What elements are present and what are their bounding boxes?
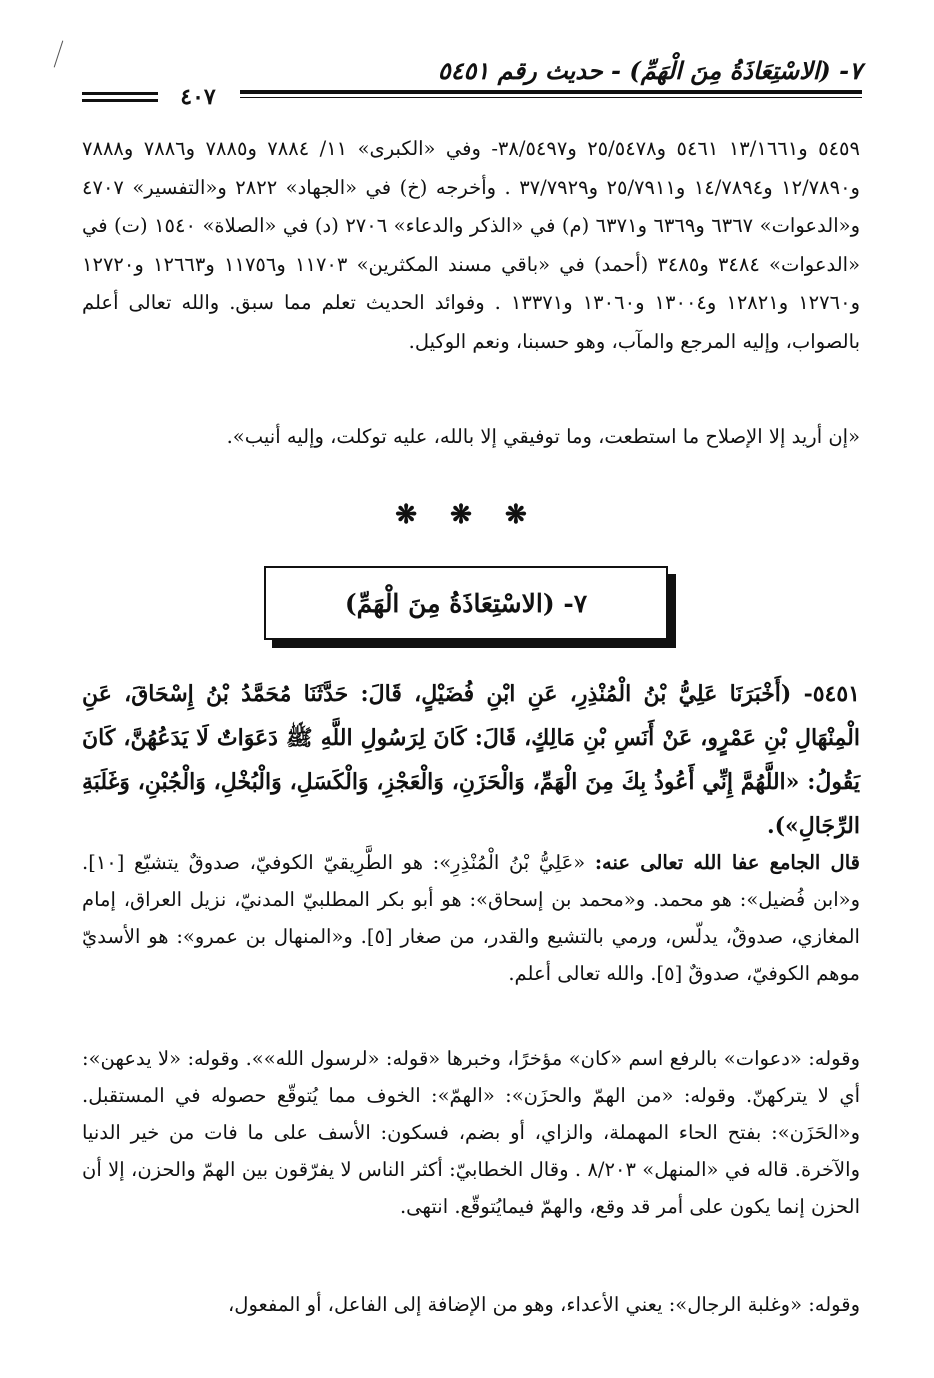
running-header [82, 56, 862, 112]
header-rule-thin [240, 97, 862, 98]
commentary-body: «عَلِيُّ بْنُ الْمُنْذِرِ»: هو الطَّرِيقيّ الكوفيّ، صدوقٌ يتشيّع [١٠]. و«ابن فُضيل»: هو محمد. و«محمد بن إسحاق»: هو أبو بكر المطلبيّ المدنيّ، نزيل العراق، إمام المغازي، صدوقٌ، يدلّس، ورمي بالتشيع والقدر، من صغار [٥]. و«المنهال بن عمرو»: هو الأسديّ موهم الكوفيّ، صدوقٌ [٥]. والله تعالى أعلم. [82, 851, 860, 985]
hadith-text: ٥٤٥١- (أَخْبَرَنَا عَلِيُّ بْنُ الْمُنْذِرِ، عَنِ ابْنِ فُضَيْلٍ، قَالَ: حَدَّثَنَا مُحَمَّدُ بْنُ إِسْحَاقَ، عَنِ الْمِنْهَالِ بْنِ عَمْرٍو، عَنْ أَنَسِ بْنِ مَالِكٍ، قَالَ: كَانَ لِرَسُولِ اللَّهِ ﷺ دَعَوَاتٌ لَا يَدَعُهُنَّ، كَانَ يَقُولُ: «اللَّهُمَّ إِنِّي أَعُوذُ بِكَ مِنَ الْهَمِّ، وَالْحَزَنِ، وَالْعَجْزِ، وَالْكَسَلِ، وَالْبُخْلِ، وَالْجُبْنِ، وَغَلَبَةِ الرِّجَالِ»). [82, 681, 860, 839]
header-title: ٧- (الاسْتِعَاذَةُ مِنَ الْهَمِّ) - حديث رقم ٥٤٥١ [437, 56, 862, 85]
references-paragraph: ٥٤٥٩ و١٣/١٦٦١ ٥٤٦١ و٢٥/٥٤٧٨ و٣٨/٥٤٩٧- وفي «الكبرى» ١١/ ٧٨٨٤ و٧٨٨٥ و٧٨٨٦ و٧٨٨٨ و١٢/٧٨٩٠ و١٤/٧٨٩٤ و٢٥/٧٩١١ و٣٧/٧٩٢٩ . وأخرجه (خ) في «الجهاد» ٢٨٢٢ و«التفسير» ٤٧٠٧ و«الدعوات» ٦٣٦٧ و٦٣٦٩ و٦٣٧١ (م) في «الذكر والدعاء» ٢٧٠٦ (د) في «الصلاة» ١٥٤٠ (ت) في «الدعوات» ٣٤٨٤ و٣٤٨٥ (أحمد) في «باقي مسند المكثرين» ١١٧٠٣ و١١٧٥٦ و١٢٦٦٣ و١٢٧٢٠ و١٢٧٦٠ و١٢٨٢١ و١٣٠٠٤ و١٣٠٦٠ و١٣٣٧١ . وفوائد الحديث تعلم مما سبق. والله تعالى أعلم بالصواب، وإليه المرجع والمآب، وهو حسبنا، ونعم الوكيل. [82, 137, 861, 353]
commentary-paragraph [82, 844, 860, 992]
commentary-lead: قال الجامع عفا الله تعالى عنه: [594, 851, 860, 874]
quote-paragraph: «إن أريد إلا الإصلاح ما استطعت، وما توفيقي إلا بالله، عليه توكلت، وإليه أنيب». [226, 425, 860, 448]
explanation-paragraph: وقوله: «دعوات» بالرفع اسم «كان» مؤخرًا، وخبرها «قوله: «لرسول الله»». وقوله: «لا يدعهن»: أي لا يتركهنّ. وقوله: «من الهمّ والحزَن»: «الهمّ»: الخوف مما يُتوقّع حصوله في المستقبل. و«الحَزَن»: بفتح الحاء المهملة، والزاي، أو بضم، فسكون: الأسف على ما فات من خير الدنيا والآخرة. قاله في «المنهل» ٨/٢٠٣ . وقال الخطابيّ: أكثر الناس لا يفرّقون بين الهمّ والحزن، إلا أن الحزن إنما يكون على أمر قد وقع، والهمّ فيمايُتوقّع. انتهى. [82, 1047, 860, 1218]
chapter-title: ٧- (الاسْتِعَاذَةُ مِنَ الْهَمِّ) [344, 588, 588, 618]
section-separator: ❋ ❋ ❋ [395, 500, 539, 530]
chapter-title-box [264, 566, 668, 640]
final-paragraph: وقوله: «وغلبة الرجال»: يعني الأعداء، وهو من الإضافة إلى الفاعل، أو المفعول، [228, 1293, 860, 1316]
page-number: ٤٠٧ [180, 84, 216, 110]
stray-pen-mark [54, 41, 64, 68]
page-number-rules [82, 92, 158, 106]
header-rule [240, 90, 862, 94]
